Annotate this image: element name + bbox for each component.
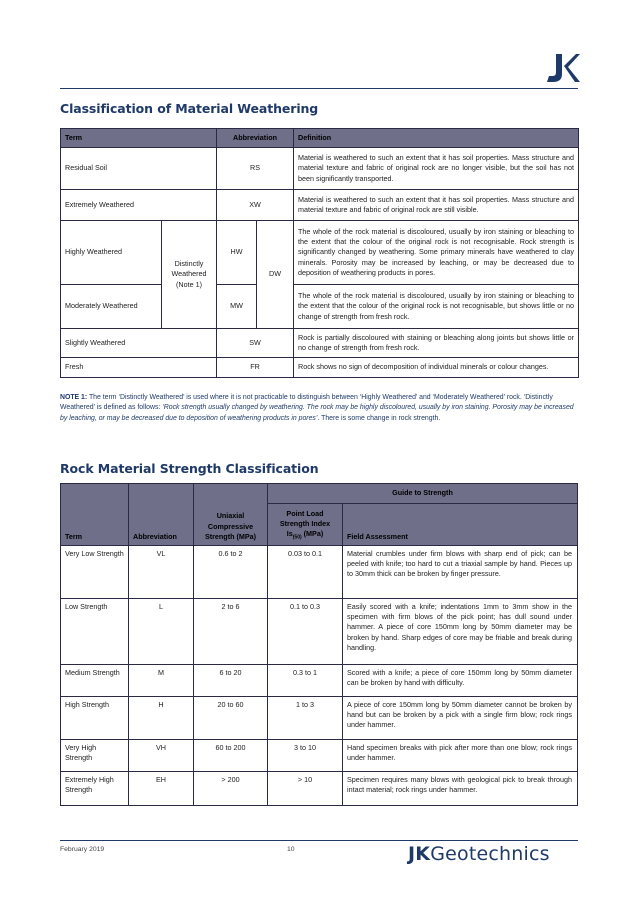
pl-line: (MPa)	[301, 529, 324, 539]
abbr-cell: FR	[217, 358, 294, 378]
header-field: Field Assessment	[343, 504, 578, 546]
table-row	[61, 599, 578, 665]
header-abbreviation: Abbreviation	[129, 484, 194, 546]
table-row	[61, 285, 579, 329]
distinct-line: (Note 1)	[176, 279, 202, 289]
term-cell: Residual Soil	[61, 148, 217, 190]
table-row	[61, 665, 578, 697]
field-cell: Specimen requires many blows with geological pick to break through intact material; rock rings under hammer.	[343, 772, 578, 806]
term-cell: Extremely Weathered	[61, 190, 217, 221]
weathering-note	[60, 393, 578, 424]
distinct-line: Distinctly	[174, 259, 204, 269]
weathering-title: Classification of Material Weathering	[60, 101, 319, 116]
abbr-cell: VH	[129, 740, 194, 772]
definition-cell: Material is weathered to such an extent that it has soil properties. Mass structure and material texture and fabric of original rock are no longer visible, but the soil has not been significantly transported.	[294, 148, 579, 190]
pl-subscript: (50)	[292, 534, 302, 541]
abbr-cell: SW	[217, 329, 294, 358]
brand-wordmark	[408, 843, 550, 865]
footer-rule	[60, 840, 578, 841]
field-cell: A piece of core 150mm long by 50mm diameter cannot be broken by hand but can be broken by a pick with a single firm blow; rock rings under hammer.	[343, 697, 578, 740]
abbr-cell: HW	[217, 221, 257, 285]
pl-cell: > 10	[268, 772, 343, 806]
table-row	[61, 546, 578, 599]
table-header-row	[61, 129, 579, 148]
ucs-cell: 20 to 60	[194, 697, 268, 740]
ucs-cell: > 200	[194, 772, 268, 806]
header-term: Term	[61, 484, 129, 546]
pl-cell: 3 to 10	[268, 740, 343, 772]
abbr-cell: M	[129, 665, 194, 697]
table-row	[61, 148, 579, 190]
table-row	[61, 190, 579, 221]
field-cell: Scored with a knife; a piece of core 150mm long by 50mm diameter can be broken by hand with difficulty.	[343, 665, 578, 697]
strength-table	[60, 483, 578, 806]
pl-cell: 1 to 3	[268, 697, 343, 740]
field-cell: Hand specimen breaks with pick after more than one blow; rock rings under hammer.	[343, 740, 578, 772]
brand-thin: Geotechnics	[430, 843, 550, 865]
field-cell: Easily scored with a knife; indentations 1mm to 3mm show in the specimen with firm blows of the pick point; has dull sound under hammer. A piece of core 150mm long by 50mm diameter may be broken by hand. Sharp edges of core may be friable and break during handling.	[343, 599, 578, 665]
brand-bold: JK	[408, 843, 431, 865]
footer-date: February 2019	[60, 846, 105, 853]
table-row	[61, 221, 579, 285]
ucs-cell: 0.6 to 2	[194, 546, 268, 599]
ucs-cell: 60 to 200	[194, 740, 268, 772]
term-cell: Low Strength	[61, 599, 129, 665]
abbr-cell: L	[129, 599, 194, 665]
header-abbreviation: Abbreviation	[217, 129, 294, 148]
jk-logo-icon	[540, 52, 580, 84]
abbr-cell: RS	[217, 148, 294, 190]
ucs-line: Uniaxial	[216, 511, 245, 521]
header-guide: Guide to Strength	[268, 484, 578, 504]
definition-cell: Rock is partially discoloured with staining or bleaching along joints but shows little or no change of strength from fresh rock.	[294, 329, 579, 358]
pl-line: Is	[286, 529, 293, 539]
header-ucs	[194, 484, 268, 546]
dw-abbr-cell: DW	[257, 221, 294, 329]
ucs-cell: 6 to 20	[194, 665, 268, 697]
definition-cell: Rock shows no sign of decomposition of individual minerals or colour changes.	[294, 358, 579, 378]
strength-title: Rock Material Strength Classification	[60, 461, 319, 476]
distinct-line: Weathered	[171, 269, 207, 279]
term-cell: Very High Strength	[61, 740, 129, 772]
ucs-cell: 2 to 6	[194, 599, 268, 665]
pl-cell: 0.1 to 0.3	[268, 599, 343, 665]
field-cell: Material crumbles under firm blows with sharp end of pick; can be peeled with knife; too hard to cut a triaxial sample by hand. Pieces up to 30mm thick can be broken by finger pressure.	[343, 546, 578, 599]
abbr-cell: EH	[129, 772, 194, 806]
pl-cell: 0.03 to 0.1	[268, 546, 343, 599]
table-row	[61, 358, 579, 378]
pl-cell: 0.3 to 1	[268, 665, 343, 697]
pl-line: Strength Index	[279, 519, 331, 529]
term-cell: Moderately Weathered	[61, 285, 162, 329]
header-definition: Definition	[294, 129, 579, 148]
table-row	[61, 697, 578, 740]
table-row	[61, 772, 578, 806]
term-cell: Medium Strength	[61, 665, 129, 697]
term-cell: Slightly Weathered	[61, 329, 217, 358]
term-cell: Very Low Strength	[61, 546, 129, 599]
abbr-cell: VL	[129, 546, 194, 599]
weathering-table	[60, 128, 579, 378]
term-cell: High Strength	[61, 697, 129, 740]
page-number: 10	[287, 846, 295, 853]
definition-cell: Material is weathered to such an extent that it has soil properties. Mass structure and material texture and fabric of original rock are still visible.	[294, 190, 579, 221]
definition-cell: The whole of the rock material is discoloured, usually by iron staining or bleaching to the extent that the colour of the original rock is not recognisable, but shows little or no change of strength from fresh rock.	[294, 285, 579, 329]
definition-cell: The whole of the rock material is discoloured, usually by iron staining or bleaching to the extent that the colour of the original rock is not recognisable. Rock strength is significantly changed by weathering. Some primary minerals have weathered to clay minerals. Porosity may be increased by leaching, or may be decreased due to deposition of weathering products in pores.	[294, 221, 579, 285]
abbr-cell: MW	[217, 285, 257, 329]
header-term: Term	[61, 129, 217, 148]
header-rule	[60, 88, 578, 89]
note-italic: ‘Rock strength usually changed by weathering. The rock may be highly discoloured, usually by iron staining. Porosity may be increased by leaching, or may be decreased due to deposition of weathering products in pores’	[60, 404, 574, 422]
term-cell: Extremely High Strength	[61, 772, 129, 806]
term-cell: Fresh	[61, 358, 217, 378]
abbr-cell: H	[129, 697, 194, 740]
distinctly-weathered-cell	[162, 221, 217, 329]
table-header-row	[61, 484, 578, 504]
ucs-line: Compressive	[207, 521, 254, 531]
note-text: The term ‘Distinctly Weathered’ is used where it is not practicable to distinguish between ‘Highly Weathered’ and ‘Moderately Weathered’ rock. ‘Distinctly Weathered’ is defined as follows:	[60, 394, 553, 412]
abbr-cell: XW	[217, 190, 294, 221]
ucs-line: Strength (MPa)	[204, 531, 257, 541]
header-point-load	[268, 504, 343, 546]
note-label: NOTE 1:	[60, 394, 88, 401]
note-text-end: . There is some change in rock strength.	[317, 414, 441, 422]
table-row	[61, 740, 578, 772]
table-row	[61, 329, 579, 358]
term-cell: Highly Weathered	[61, 221, 162, 285]
pl-line: Point Load	[286, 509, 324, 519]
logo-initials: JK	[560, 83, 562, 84]
